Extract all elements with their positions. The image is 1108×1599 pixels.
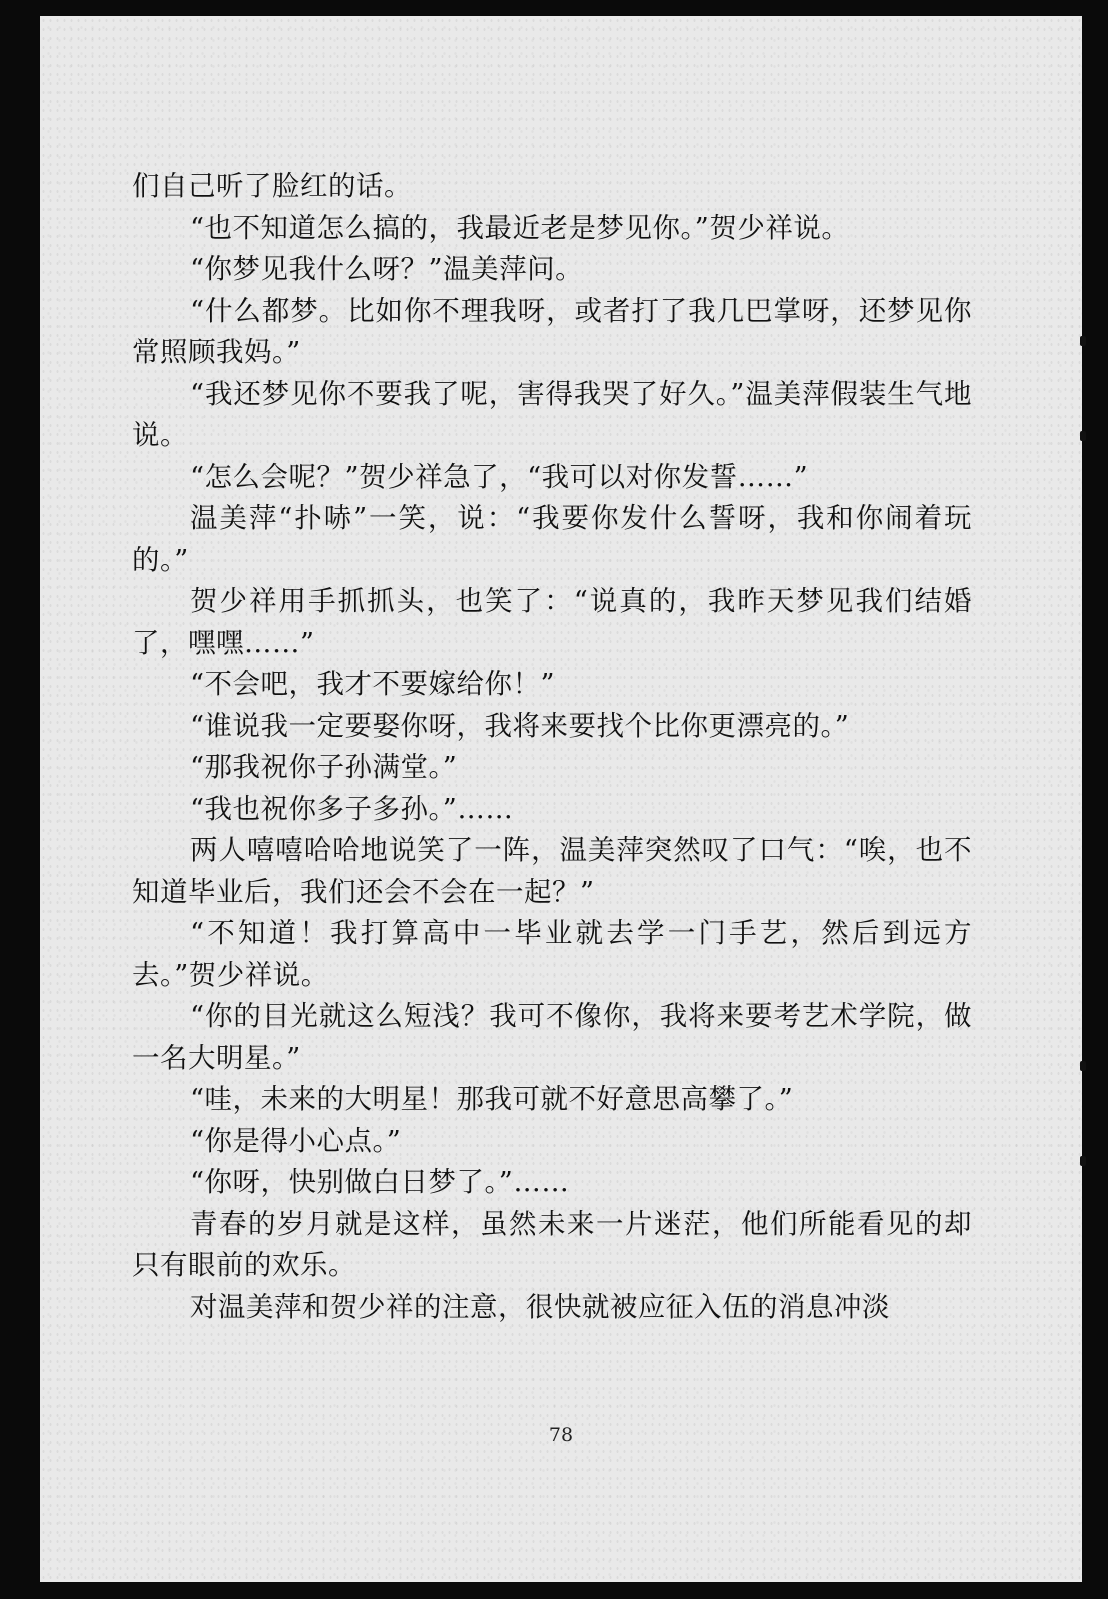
paragraph: “你的目光就这么短浅？我可不像你，我将来要考艺术学院，做一名大明星。”	[132, 1000, 972, 1074]
paragraph: “你呀，快别做白日梦了。”……	[190, 1166, 570, 1198]
scan-edge-mark	[1080, 431, 1086, 441]
scan-edge-mark	[1080, 1156, 1086, 1166]
paragraph: “你梦见我什么呀？”温美萍问。	[190, 253, 584, 285]
paragraph: “怎么会呢？”贺少祥急了，“我可以对你发誓……”	[190, 460, 809, 493]
paragraph: 温美萍“扑哧”一笑，说：“我要你发什么誓呀，我和你闹着玩的。”	[132, 502, 972, 576]
paragraph: “谁说我一定要娶你呀，我将来要找个比你更漂亮的。”	[190, 709, 850, 742]
paragraph: “不会吧，我才不要嫁给你！”	[190, 668, 556, 700]
body-text	[132, 166, 972, 1328]
paragraph: “不知道！我打算高中一毕业就去学一门手艺，然后到远方去。”贺少祥说。	[132, 917, 972, 991]
paragraph: 两人嘻嘻哈哈地说笑了一阵，温美萍突然叹了口气：“唉，也不知道毕业后，我们还会不会在一起？”	[132, 834, 972, 908]
paragraph: “什么都梦。比如你不理我呀，或者打了我几巴掌呀，还梦见你常照顾我妈。”	[132, 294, 972, 368]
paragraph: “我也祝你多子多孙。”……	[190, 792, 514, 825]
paragraph: “你是得小心点。”	[190, 1124, 402, 1157]
paragraph: “那我祝你子孙满堂。”	[190, 751, 458, 783]
scan-edge-mark	[1080, 1061, 1086, 1071]
book-page	[40, 16, 1082, 1582]
paragraph: “哇，未来的大明星！那我可就不好意思高攀了。”	[190, 1083, 794, 1115]
scan-edge-mark	[1080, 336, 1086, 346]
paragraph: 们自己听了脸红的话。	[132, 170, 412, 202]
paragraph: 贺少祥用手抓抓头，也笑了：“说真的，我昨天梦见我们结婚了，嘿嘿……”	[132, 585, 972, 659]
paragraph: 对温美萍和贺少祥的注意，很快就被应征入伍的消息冲淡	[190, 1290, 890, 1323]
page-number: 78	[548, 1424, 574, 1446]
paragraph: “我还梦见你不要我了呢，害得我哭了好久。”温美萍假装生气地说。	[132, 377, 972, 451]
paragraph: “也不知道怎么搞的，我最近老是梦见你。”贺少祥说。	[190, 211, 850, 244]
paragraph: 青春的岁月就是这样，虽然未来一片迷茫，他们所能看见的却只有眼前的欢乐。	[132, 1207, 972, 1281]
